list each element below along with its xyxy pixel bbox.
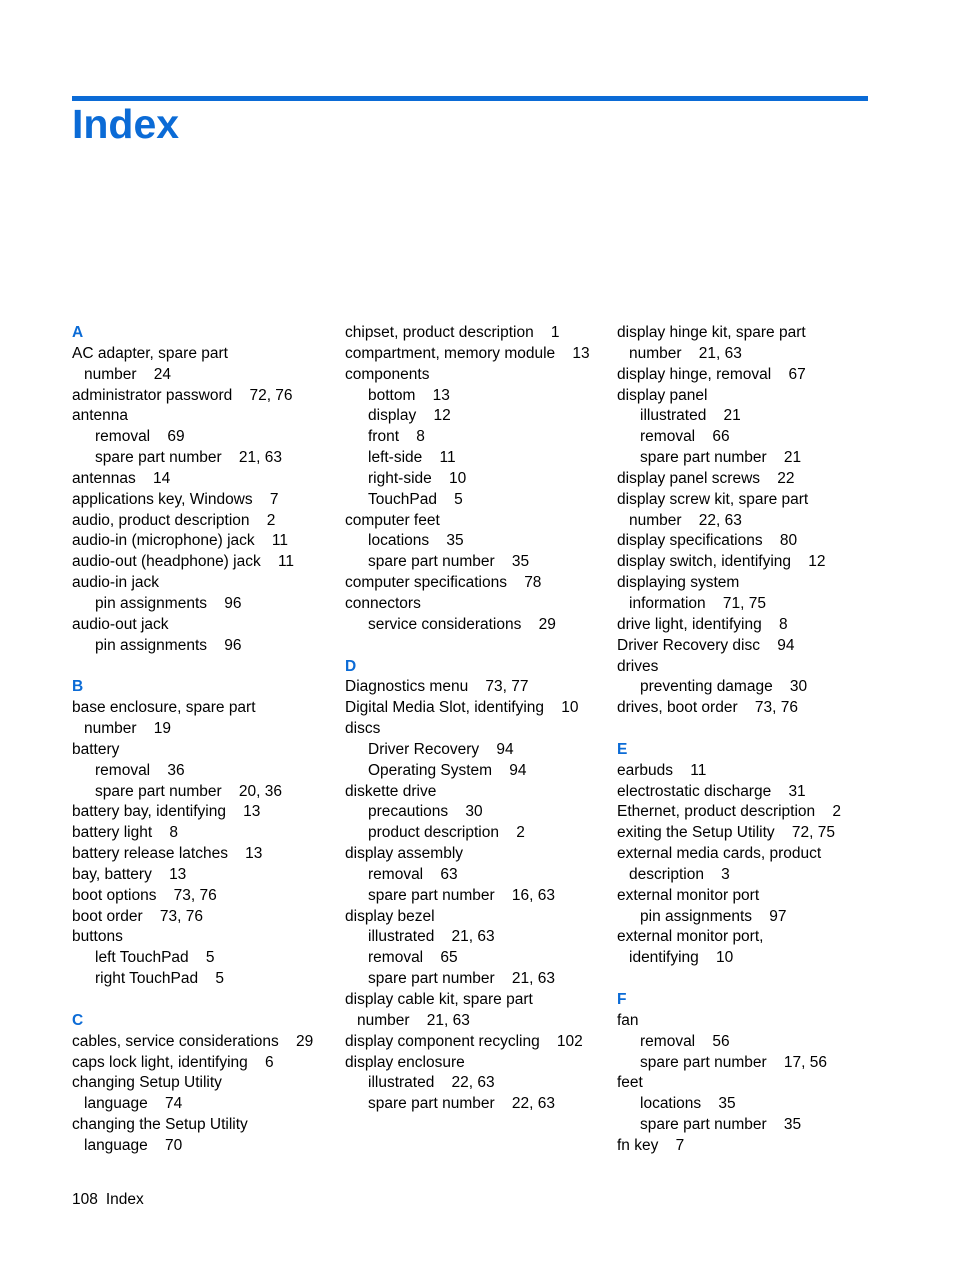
index-entry: base enclosure, spare part xyxy=(72,699,256,717)
index-subentry: spare part number 17, 56 xyxy=(640,1053,827,1071)
index-entry: changing Setup Utility xyxy=(72,1074,222,1092)
index-entry: audio-in (microphone) jack 11 xyxy=(72,532,288,550)
index-entry: battery xyxy=(72,740,120,758)
index-subentry: product description 2 xyxy=(368,824,525,842)
index-section-letter: D xyxy=(345,657,357,675)
index-entry: display panel xyxy=(617,386,708,404)
index-subentry: left TouchPad 5 xyxy=(95,949,215,967)
index-section-letter: A xyxy=(72,324,84,341)
index-entry-continuation: information 71, 75 xyxy=(629,594,766,612)
index-entry: bay, battery 13 xyxy=(72,865,187,883)
index-entry-continuation: language 74 xyxy=(84,1095,183,1113)
index-section-letter: F xyxy=(617,991,627,1008)
index-entry: changing the Setup Utility xyxy=(72,1116,248,1134)
index-entry: fn key 7 xyxy=(617,1136,685,1154)
index-entry: earbuds 11 xyxy=(617,761,707,779)
index-entry: cables, service considerations 29 xyxy=(72,1032,314,1050)
index-subentry: left-side 11 xyxy=(368,449,456,467)
index-entry: display assembly xyxy=(345,845,464,863)
index-subentry: removal 69 xyxy=(95,428,185,446)
index-entry: display hinge, removal 67 xyxy=(617,365,806,383)
index-subentry: removal 63 xyxy=(368,865,458,883)
index-subentry: locations 35 xyxy=(368,532,464,550)
index-entry: external monitor port, xyxy=(617,928,764,946)
index-subentry: Operating System 94 xyxy=(368,761,527,779)
index-entry: display screw kit, spare part xyxy=(617,490,809,508)
index-subentry: locations 35 xyxy=(640,1095,736,1113)
index-subentry: pin assignments 96 xyxy=(95,636,242,654)
index-entry: display switch, identifying 12 xyxy=(617,553,826,571)
index-entry: antennas 14 xyxy=(72,469,171,487)
index-subentry: pin assignments 97 xyxy=(640,907,787,925)
index-subentry: right-side 10 xyxy=(368,469,467,487)
index-entry: compartment, memory module 13 xyxy=(345,344,590,362)
index-entry: components xyxy=(345,365,430,383)
index-entry: drives, boot order 73, 76 xyxy=(617,699,798,717)
index-entry: audio-in jack xyxy=(72,574,160,592)
index-subentry: illustrated 22, 63 xyxy=(368,1074,495,1092)
index-subentry: pin assignments 96 xyxy=(95,594,242,612)
index-subentry: removal 66 xyxy=(640,428,730,446)
index-entry: antenna xyxy=(72,407,129,425)
index-entry: drive light, identifying 8 xyxy=(617,615,788,633)
index-entry: Ethernet, product description 2 xyxy=(617,803,842,821)
index-entry: audio-out jack xyxy=(72,615,169,633)
index-column-1 xyxy=(72,323,334,1157)
index-entry: buttons xyxy=(72,928,123,946)
index-entry: audio, product description 2 xyxy=(72,511,276,529)
index-entry: display hinge kit, spare part xyxy=(617,324,806,341)
index-entry: discs xyxy=(345,720,381,738)
index-entry: administrator password 72, 76 xyxy=(72,386,293,404)
index-entry-continuation: identifying 10 xyxy=(629,949,734,967)
index-entry: computer specifications 78 xyxy=(345,574,542,592)
index-entry: fan xyxy=(617,1011,639,1029)
index-entry: display specifications 80 xyxy=(617,532,798,550)
index-entry: computer feet xyxy=(345,511,440,529)
index-entry: display component recycling 102 xyxy=(345,1032,583,1050)
page-title: Index xyxy=(72,101,180,147)
index-subentry: illustrated 21 xyxy=(640,407,741,425)
index-subentry: service considerations 29 xyxy=(368,615,556,633)
index-entry: battery release latches 13 xyxy=(72,845,263,863)
index-entry: electrostatic discharge 31 xyxy=(617,782,806,800)
index-entry-continuation: number 24 xyxy=(84,365,172,383)
header-rule xyxy=(72,96,868,101)
index-subentry: spare part number 21 xyxy=(640,449,802,467)
index-entry: external media cards, product xyxy=(617,845,822,863)
index-entry: chipset, product description 1 xyxy=(345,324,560,341)
index-entry-continuation: number 19 xyxy=(84,720,172,738)
index-subentry: spare part number 22, 63 xyxy=(368,1095,555,1113)
index-subentry: spare part number 35 xyxy=(368,553,530,571)
index-subentry: spare part number 21, 63 xyxy=(368,970,555,988)
index-subentry: removal 56 xyxy=(640,1032,730,1050)
index-subentry: bottom 13 xyxy=(368,386,450,404)
page-footer xyxy=(72,1190,144,1210)
index-entry: external monitor port xyxy=(617,886,760,904)
page-number: 108 xyxy=(72,1191,98,1208)
index-entry: display bezel xyxy=(345,907,435,925)
index-entry: diskette drive xyxy=(345,782,437,800)
index-entry-continuation: number 21, 63 xyxy=(629,344,742,362)
index-entry: connectors xyxy=(345,594,421,612)
index-entry-continuation: number 21, 63 xyxy=(357,1011,470,1029)
index-entry: display panel screws 22 xyxy=(617,469,795,487)
index-entry: boot order 73, 76 xyxy=(72,907,203,925)
index-subentry: Driver Recovery 94 xyxy=(368,740,514,758)
index-entry: audio-out (headphone) jack 11 xyxy=(72,553,295,571)
index-subentry: spare part number 16, 63 xyxy=(368,886,555,904)
index-subentry: preventing damage 30 xyxy=(640,678,808,696)
index-subentry: removal 36 xyxy=(95,761,185,779)
index-subentry: right TouchPad 5 xyxy=(95,970,224,988)
index-entry: displaying system xyxy=(617,574,740,592)
index-entry-continuation: number 22, 63 xyxy=(629,511,742,529)
index-subentry: illustrated 21, 63 xyxy=(368,928,495,946)
index-entry-continuation: description 3 xyxy=(629,865,730,883)
footer-label: Index xyxy=(105,1191,144,1208)
index-entry: caps lock light, identifying 6 xyxy=(72,1053,274,1071)
index-subentry: removal 65 xyxy=(368,949,458,967)
index-entry: drives xyxy=(617,657,659,675)
index-subentry: spare part number 21, 63 xyxy=(95,449,282,467)
index-subentry: precautions 30 xyxy=(368,803,483,821)
index-entry: applications key, Windows 7 xyxy=(72,490,279,508)
index-column-3 xyxy=(617,323,879,1157)
index-entry: Driver Recovery disc 94 xyxy=(617,636,795,654)
index-subentry: spare part number 20, 36 xyxy=(95,782,282,800)
index-subentry: spare part number 35 xyxy=(640,1116,802,1134)
index-entry: display cable kit, spare part xyxy=(345,991,533,1008)
index-entry: battery bay, identifying 13 xyxy=(72,803,261,821)
index-entry: boot options 73, 76 xyxy=(72,886,217,904)
index-entry-continuation: language 70 xyxy=(84,1136,183,1154)
index-entry: display enclosure xyxy=(345,1053,465,1071)
index-subentry: display 12 xyxy=(368,407,451,425)
index-entry: exiting the Setup Utility 72, 75 xyxy=(617,824,835,842)
index-section-letter: B xyxy=(72,678,84,696)
index-entry: battery light 8 xyxy=(72,824,178,842)
index-subentry: front 8 xyxy=(368,428,425,446)
index-entry: Diagnostics menu 73, 77 xyxy=(345,678,529,696)
index-entry: Digital Media Slot, identifying 10 xyxy=(345,699,579,717)
index-section-letter: E xyxy=(617,740,628,758)
index-entry: feet xyxy=(617,1074,643,1092)
index-section-letter: C xyxy=(72,1011,84,1029)
index-entry: AC adapter, spare part xyxy=(72,344,228,362)
index-subentry: TouchPad 5 xyxy=(368,490,463,508)
index-column-2 xyxy=(345,323,607,1115)
